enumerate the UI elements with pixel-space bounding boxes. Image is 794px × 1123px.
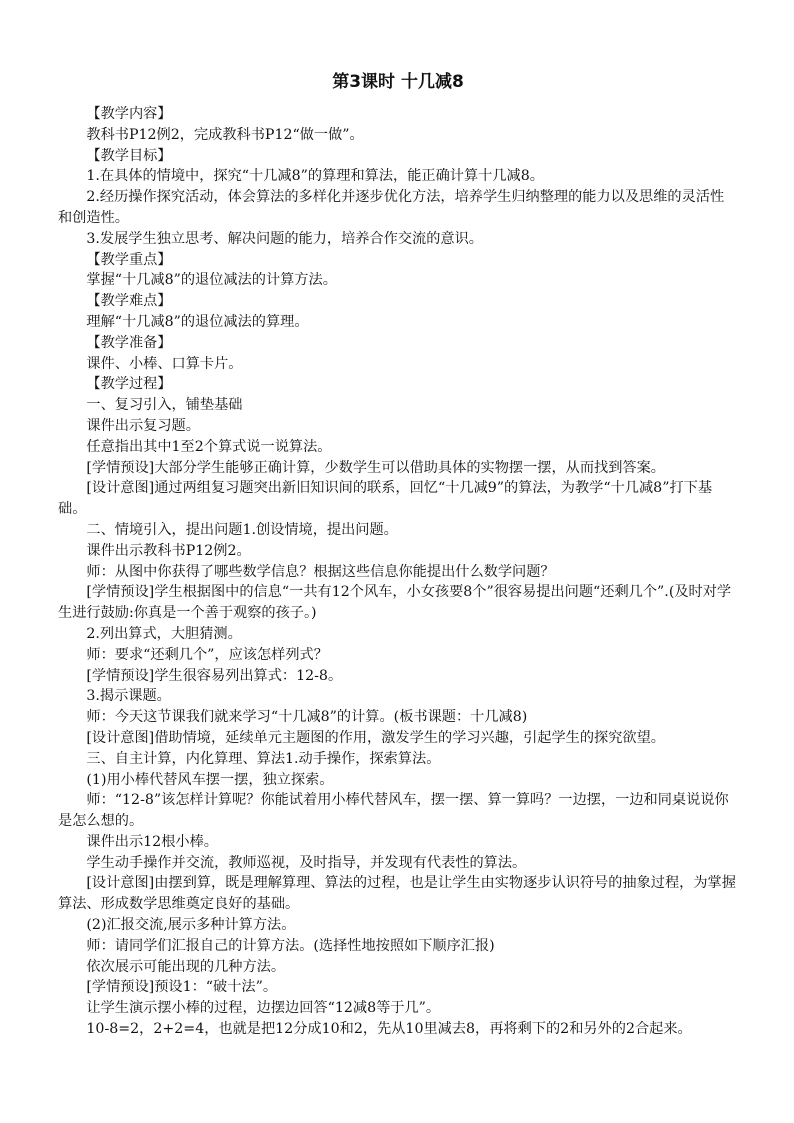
subsection-heading: 二、情境引入，提出问题1.创设情境，提出问题。	[86, 521, 398, 538]
paragraph: 掌握“十几减8”的退位减法的计算方法。	[86, 272, 337, 289]
subsection-heading: 三、自主计算，内化算理、算法1.动手操作，探索算法。	[86, 750, 441, 767]
section-heading: 【教学内容】	[86, 106, 172, 122]
section-heading: 【教学重点】	[86, 251, 172, 268]
paragraph: 师：从图中你获得了哪些数学信息？根据这些信息你能提出什么数学问题？	[86, 563, 555, 580]
document-title: 第3课时 十几减8	[332, 72, 464, 92]
paragraph: 课件出示12根小棒。	[86, 833, 218, 850]
paragraph: 3.揭示课题。	[86, 688, 171, 705]
paragraph: (1)用小棒代替风车摆一摆，独立探索。	[86, 771, 334, 788]
paragraph: 2.经历操作探究活动，体会算法的多样化并逐步优化方法，培养学生归纳整理的能力以及思维的灵活性和创造性。	[58, 189, 725, 226]
paragraph: [学情预设]大部分学生能够正确计算，少数学生可以借助具体的实物摆一摆，从而找到答案。	[86, 459, 665, 476]
paragraph: 师：要求“还剩几个”，应该怎样列式？	[86, 646, 328, 663]
paragraph: 课件出示教科书P12例2。	[86, 542, 251, 559]
paragraph: [设计意图]通过两组复习题突出新旧知识间的联系，回忆“十几减9”的算法，为教学“十几减8”打下基础。	[58, 480, 713, 518]
paragraph: [学情预设]学生根据图中的信息“一共有12个风车，小女孩要8个”很容易提出问题“还剩几个”.(及时对学生进行鼓励:你真是一个善于观察的孩子。)	[58, 584, 732, 622]
paragraph: 学生动手操作并交流，教师巡视，及时指导，并发现有代表性的算法。	[86, 854, 527, 871]
paragraph: 课件、小棒、口算卡片。	[86, 355, 243, 372]
subsection-heading: 一、复习引入，铺垫基础	[86, 397, 243, 414]
paragraph: (2)汇报交流,展示多种计算方法。	[86, 917, 296, 934]
paragraph: 依次展示可能出现的几种方法。	[86, 958, 286, 975]
paragraph: 理解“十几减8”的退位减法的算理。	[86, 313, 309, 330]
paragraph: [设计意图]由摆到算，既是理解算理、算法的过程，也是让学生由实物逐步认识符号的抽象过程，为掌握算法、形成数学思维奠定良好的基础。	[58, 875, 736, 913]
section-heading: 【教学过程】	[86, 376, 172, 393]
paragraph: 课件出示复习题。	[86, 417, 200, 434]
paragraph: [设计意图]借助情境，延续单元主题图的作用，激发学生的学习兴趣，引起学生的探究欲望。	[86, 729, 665, 746]
paragraph: 1.在具体的情境中，探究“十几减8”的算理和算法，能正确计算十几减8。	[86, 168, 544, 185]
document-page	[58, 70, 738, 1040]
section-heading: 【教学目标】	[86, 147, 172, 164]
paragraph: [学情预设]预设1：“破十法”。	[86, 979, 278, 996]
paragraph: 师：今天这节课我们就来学习“十几减8”的计算。(板书课题：十几减8)	[86, 709, 528, 726]
paragraph: 2.列出算式，大胆猜测。	[86, 625, 242, 642]
paragraph: [学情预设]学生很容易列出算式：12-8。	[86, 667, 343, 684]
paragraph: 10-8=2，2+2=4，也就是把12分成10和2，先从10里减去8，再将剩下的2和另外的2合起来。	[86, 1021, 692, 1038]
paragraph: 教科书P12例2，完成教科书P12“做一做”。	[86, 126, 364, 143]
section-heading: 【教学难点】	[86, 293, 172, 310]
paragraph: 3.发展学生独立思考、解决问题的能力，培养合作交流的意识。	[86, 230, 483, 247]
section-heading: 【教学准备】	[86, 334, 172, 351]
paragraph: 任意指出其中1至2个算式说一说算法。	[86, 438, 332, 455]
paragraph: 师：“12-8”该怎样计算呢？你能试着用小棒代替风车，摆一摆、算一算吗？一边摆，一边和同桌说说你是怎么想的。	[58, 792, 729, 830]
paragraph: 让学生演示摆小棒的过程，边摆边回答“12减8等于几”。	[86, 1000, 441, 1017]
paragraph: 师：请同学们汇报自己的计算方法。(选择性地按照如下顺序汇报)	[86, 937, 495, 954]
